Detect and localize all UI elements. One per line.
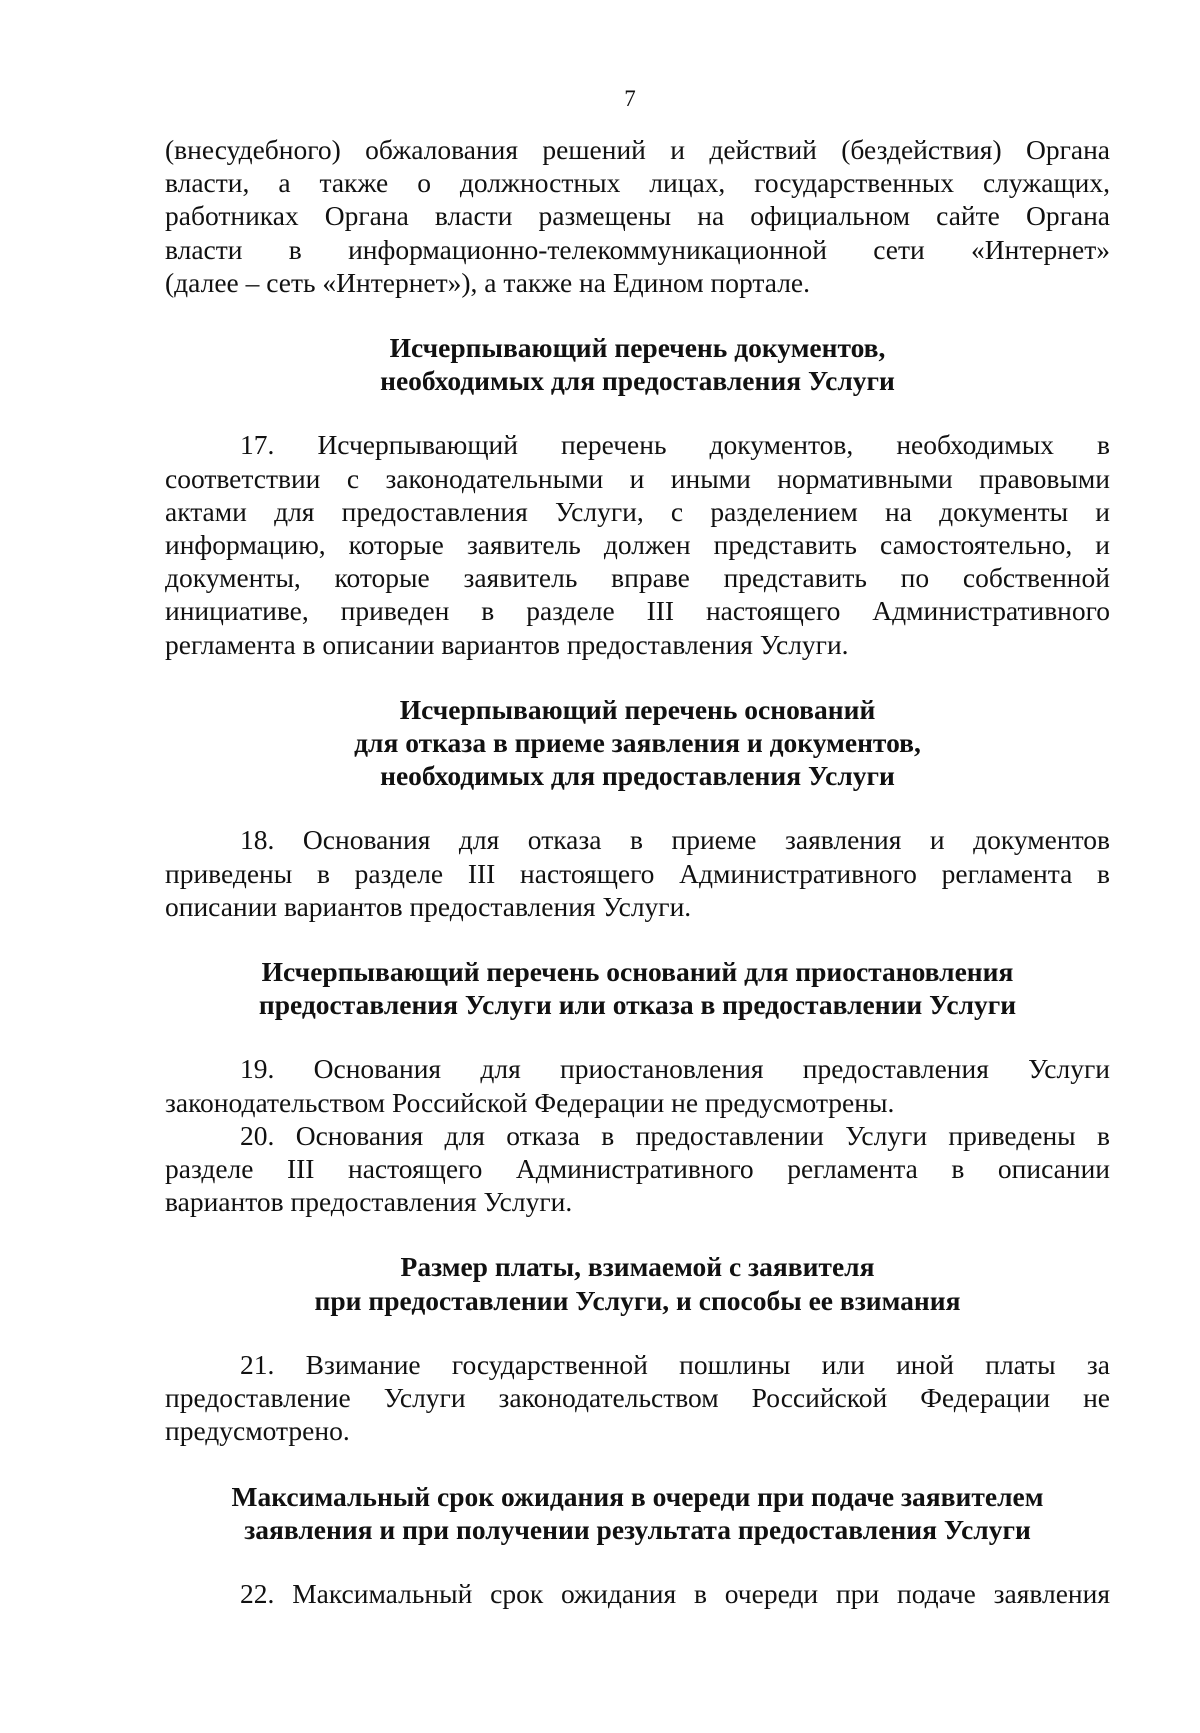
paragraph-20 (165, 1119, 1110, 1219)
section-heading-refusal-grounds (165, 693, 1110, 793)
text-line: актами для предоставления Услуги, с разделением на документы и (165, 495, 1110, 527)
heading-line: для отказа в приеме заявления и документов, (354, 727, 921, 759)
heading-line: Размер платы, взимаемой с заявителя (400, 1251, 875, 1283)
text-line: описании вариантов предоставления Услуги. (165, 890, 692, 922)
text-line: 18. Основания для отказа в приеме заявления и документов (240, 824, 1110, 856)
text-line: власти в информационно-телекоммуникационной сети «Интернет» (165, 233, 1110, 265)
section-heading-suspension-grounds (165, 955, 1110, 1021)
text-line: регламента в описании вариантов предоставления Услуги. (165, 628, 849, 660)
text-line: приведены в разделе III настоящего Административного регламента в (165, 857, 1110, 889)
text-line: 20. Основания для отказа в предоставлении Услуги приведены в (240, 1119, 1110, 1151)
text-line: соответствии с законодательными и иными нормативными правовыми (165, 462, 1110, 494)
section-heading-waiting-time (165, 1480, 1110, 1546)
text-line: работниках Органа власти размещены на официальном сайте Органа (165, 200, 1110, 232)
heading-line: необходимых для предоставления Услуги (380, 365, 895, 397)
page-number: 7 (624, 86, 636, 111)
text-line: разделе III настоящего Административного регламента в описании (165, 1153, 1110, 1185)
text-line: 21. Взимание государственной пошлины или иной платы за (240, 1348, 1110, 1380)
paragraph-intro (165, 133, 1110, 299)
text-line: 17. Исчерпывающий перечень документов, необходимых в (240, 429, 1110, 461)
paragraph-18 (165, 823, 1110, 923)
text-line: информацию, которые заявитель должен представить самостоятельно, и (165, 529, 1110, 561)
paragraph-22 (165, 1577, 1110, 1610)
heading-line: Исчерпывающий перечень документов, (389, 332, 886, 364)
heading-line: предоставления Услуги или отказа в предоставлении Услуги (258, 989, 1017, 1021)
heading-line: при предоставлении Услуги, и способы ее взимания (314, 1284, 961, 1316)
text-line: документы, которые заявитель вправе представить по собственной (165, 562, 1110, 594)
text-line: инициативе, приведен в разделе III настоящего Административного (165, 595, 1110, 627)
paragraph-19 (165, 1052, 1110, 1118)
paragraph-17 (165, 428, 1110, 660)
text-line: предоставление Услуги законодательством Российской Федерации не (165, 1382, 1110, 1414)
text-line: 22. Максимальный срок ожидания в очереди при подаче заявления (240, 1577, 1110, 1609)
text-line: (внесудебного) обжалования решений и действий (бездействия) Органа (165, 134, 1110, 165)
text-line: законодательством Российской Федерации не предусмотрены. (165, 1086, 895, 1118)
heading-line: заявления и при получении результата предоставления Услуги (244, 1513, 1031, 1545)
document-body (165, 133, 1110, 1610)
heading-line: необходимых для предоставления Услуги (380, 760, 895, 792)
heading-line: Максимальный срок ожидания в очереди при подаче заявителем (231, 1480, 1044, 1512)
text-line: предусмотрено. (165, 1415, 350, 1447)
section-heading-documents (165, 331, 1110, 397)
heading-line: Исчерпывающий перечень оснований для приостановления (261, 956, 1014, 988)
heading-line: Исчерпывающий перечень оснований (399, 693, 876, 725)
text-line: власти, а также о должностных лицах, государственных служащих, (165, 167, 1110, 199)
text-line: (далее – сеть «Интернет»), а также на Едином портале. (165, 266, 811, 298)
paragraph-21 (165, 1348, 1110, 1448)
section-heading-fee (165, 1250, 1110, 1316)
text-line: вариантов предоставления Услуги. (165, 1186, 573, 1218)
text-line: 19. Основания для приостановления предоставления Услуги (240, 1053, 1110, 1085)
